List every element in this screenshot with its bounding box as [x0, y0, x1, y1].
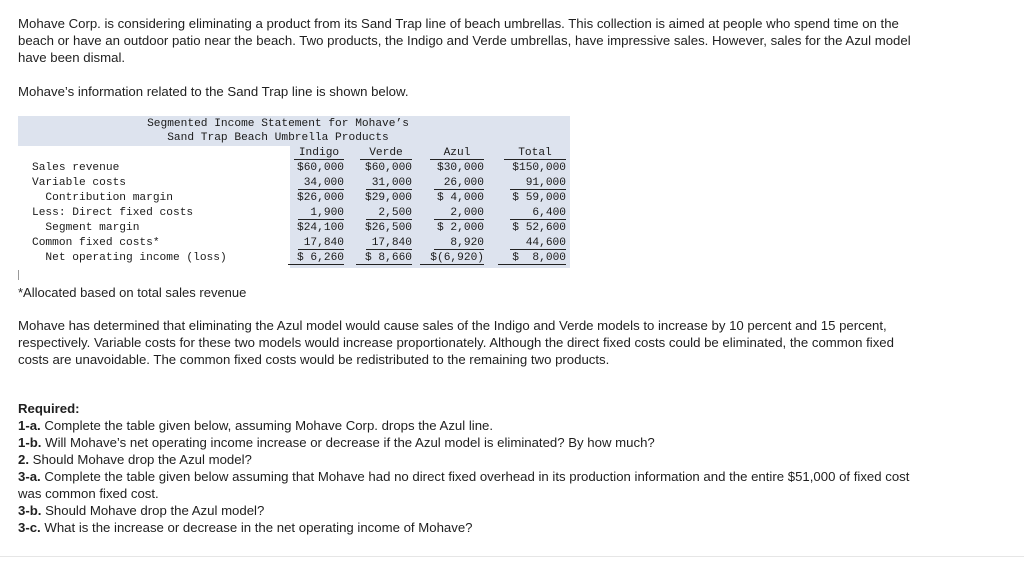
column-header-azul: Azul	[430, 147, 484, 160]
table-cell: 34,000	[298, 177, 344, 190]
requirement-text: Should Mohave drop the Azul model?	[41, 503, 265, 518]
table-cell: 2,000	[434, 207, 484, 220]
requirement-text: Complete the table given below assuming that Mohave had no direct fixed overhead in its production information and the entire $51,000 of fixed cost was common fixed cost.	[18, 469, 910, 501]
table-cell: $29,000	[365, 192, 412, 204]
table-cell: 31,000	[366, 177, 412, 190]
column-header-indigo: Indigo	[294, 147, 344, 160]
table-cell: $ 52,600	[512, 222, 566, 234]
row-label-segment-margin: Segment margin	[32, 222, 140, 234]
requirement-text: What is the increase or decrease in the net operating income of Mohave?	[40, 520, 473, 535]
row-label-variable-costs: Variable costs	[32, 177, 126, 189]
table-cell: $ 2,000	[437, 222, 484, 234]
footnote: *Allocated based on total sales revenue	[18, 285, 247, 300]
info-paragraph: Mohave’s information related to the Sand Trap line is shown below.	[18, 84, 409, 99]
requirement-number: 3-c.	[18, 520, 41, 535]
table-cell: $150,000	[512, 162, 566, 174]
table-cell: $60,000	[365, 162, 412, 174]
requirement-number: 1-b.	[18, 435, 42, 450]
requirement-number: 2.	[18, 452, 29, 467]
table-cell: 26,000	[434, 177, 484, 190]
required-heading: Required:	[18, 401, 80, 416]
table-cell: 17,840	[298, 237, 344, 250]
requirement-number: 3-a.	[18, 469, 41, 484]
table-cell: $ 4,000	[437, 192, 484, 204]
requirement-item	[18, 434, 918, 451]
requirement-text: Should Mohave drop the Azul model?	[29, 452, 252, 467]
table-cell: 1,900	[298, 207, 344, 220]
divider	[18, 270, 19, 280]
table-cell: $26,500	[365, 222, 412, 234]
table-cell: 8,920	[434, 237, 484, 250]
table-cell: $26,000	[297, 192, 344, 204]
table-cell: $(6,920)	[420, 252, 484, 265]
column-header-total: Total	[504, 147, 566, 160]
table-cell: $24,100	[297, 222, 344, 234]
column-header-verde: Verde	[360, 147, 412, 160]
required-section	[18, 400, 918, 536]
table-title-line2: Sand Trap Beach Umbrella Products	[167, 132, 389, 144]
requirement-text: Will Mohave’s net operating income increase or decrease if the Azul model is eliminated? By how much?	[41, 435, 655, 450]
table-cell: 2,500	[366, 207, 412, 220]
row-label-direct-fixed-costs: Less: Direct fixed costs	[32, 207, 194, 219]
table-title-line1: Segmented Income Statement for Mohave’s	[147, 118, 409, 130]
requirement-item	[18, 502, 918, 519]
table-cell: 44,600	[510, 237, 566, 250]
table-cell: 6,400	[510, 207, 566, 220]
requirement-text: Complete the table given below, assuming Mohave Corp. drops the Azul line.	[40, 418, 494, 433]
row-label-common-fixed-costs: Common fixed costs*	[32, 237, 160, 249]
table-cell: $ 59,000	[512, 192, 566, 204]
table-cell: $60,000	[297, 162, 344, 174]
table-cell: $30,000	[437, 162, 484, 174]
requirement-item	[18, 519, 918, 536]
table-cell: 91,000	[510, 177, 566, 190]
requirement-number: 1-a.	[18, 418, 41, 433]
table-cell: $ 6,260	[288, 252, 344, 265]
table-cell: 17,840	[366, 237, 412, 250]
table-cell: $ 8,000	[498, 252, 566, 265]
bottom-divider	[0, 556, 1024, 557]
requirement-number: 3-b.	[18, 503, 42, 518]
row-label-net-operating-income: Net operating income (loss)	[32, 252, 227, 264]
requirement-item	[18, 468, 918, 502]
row-label-contribution-margin: Contribution margin	[32, 192, 173, 204]
row-label-sales-revenue: Sales revenue	[32, 162, 120, 174]
requirement-item	[18, 417, 918, 434]
intro-paragraph: Mohave Corp. is considering eliminating a product from its Sand Trap line of beach umbrellas. This collection is aimed at people who spend time on the beach or have an outdoor patio near the beach. Two products, the Indigo and Verde umbrellas, have impressive sales. However, sales for the Azul model have been dismal.	[18, 16, 911, 65]
assumption-paragraph: Mohave has determined that eliminating the Azul model would cause sales of the Indigo and Verde models to increase by 10 percent and 15 percent, respectively. Variable costs for these two models would increase proportionately. Although the direct fixed costs could be eliminated, the common fixed costs are unavoidable. The common fixed costs would be redistributed to the remaining two products.	[18, 318, 894, 367]
segmented-income-statement-table	[18, 116, 570, 268]
table-cell: $ 8,660	[356, 252, 412, 265]
requirement-item	[18, 451, 918, 468]
